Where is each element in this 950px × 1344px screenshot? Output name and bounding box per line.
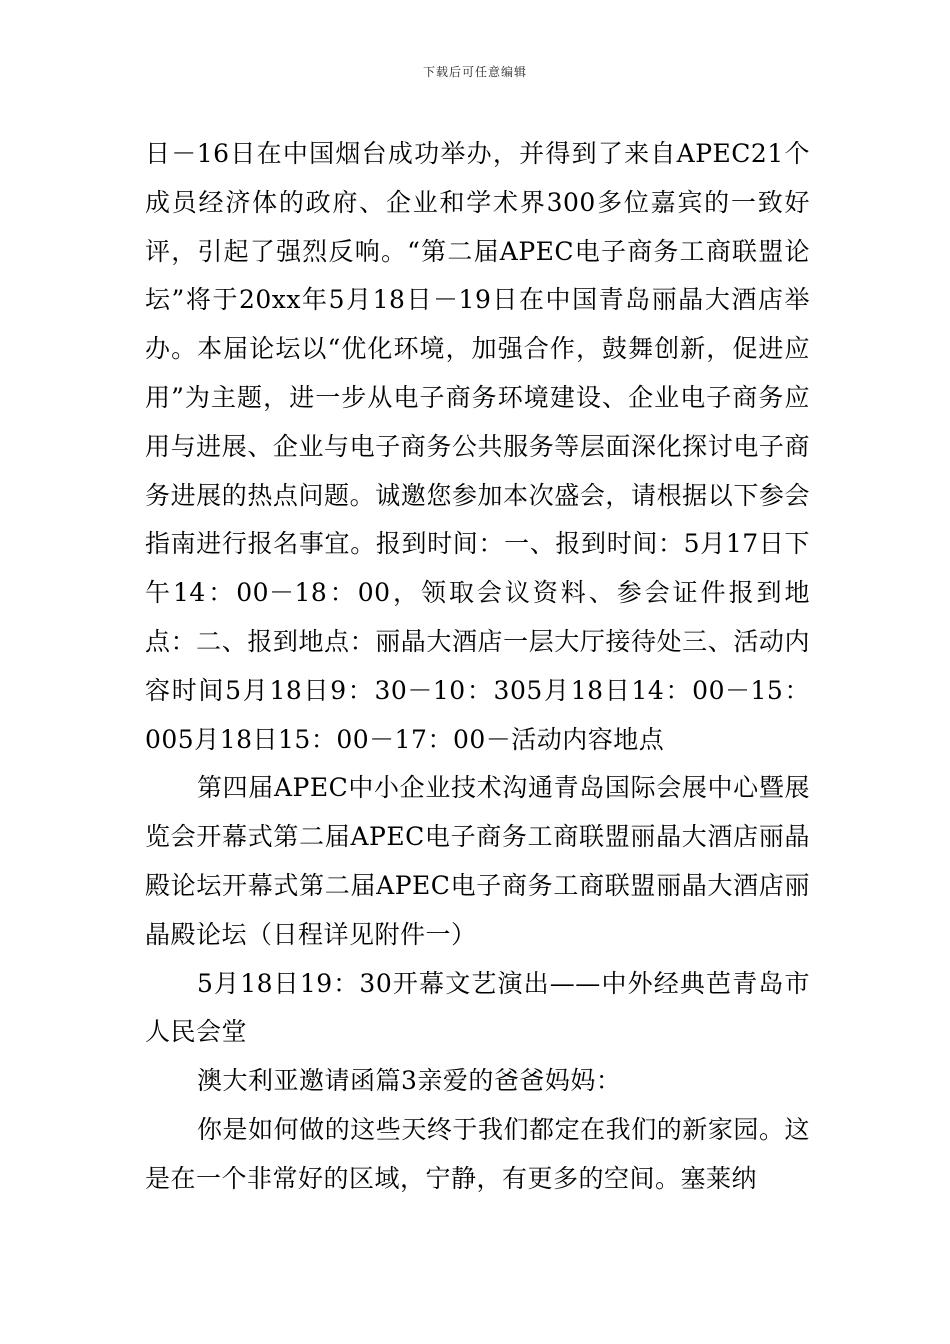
paragraph-1: 日－16日在中国烟台成功举办，并得到了来自APEC21个成员经济体的政府、企业和学术界300多位嘉宾的一致好评，引起了强烈反响。“第二届APEC电子商务工商联盟论坛”将于20xx年5月18日－19日在中国青岛丽晶大酒店举办。本届论坛以“优化环境，加强合作，鼓舞创新，促进应用”为主题，进一步从电子商务环境建设、企业电子商务应用与进展、企业与电子商务公共服务等层面深化探讨电子商务进展的热点问题。诚邀您参加本次盛会，请根据以下参会指南进行报名事宜。报到时间：一、报到时间：5月17日下午14：00－18：00，领取会议资料、参会证件报到地点：二、报到地点：丽晶大酒店一层大厅接待处三、活动内容时间5月18日9：30－10：305月18日14：00－15：005月18日15：00－17：00－活动内容地点 <box>145 139 810 754</box>
paragraph-2: 第四届APEC中小企业技术沟通青岛国际会展中心暨展览会开幕式第二届APEC电子商务工商联盟丽晶大酒店丽晶殿论坛开幕式第二届APEC电子商务工商联盟丽晶大酒店丽晶殿论坛（日程详见附件一） <box>145 773 810 949</box>
paragraph-5: 你是如何做的这些天终于我们都定在我们的新家园。这是在一个非常好的区域，宁静，有更多的空间。塞莱纳 <box>145 1114 810 1193</box>
paragraph-3: 5月18日19：30开幕文艺演出——中外经典芭青岛市人民会堂 <box>145 968 810 1047</box>
paragraph-4: 澳大利亚邀请函篇3亲爱的爸爸妈妈： <box>197 1066 622 1096</box>
header-note: 下载后可任意编辑 <box>422 65 527 79</box>
document-body <box>145 130 810 1204</box>
